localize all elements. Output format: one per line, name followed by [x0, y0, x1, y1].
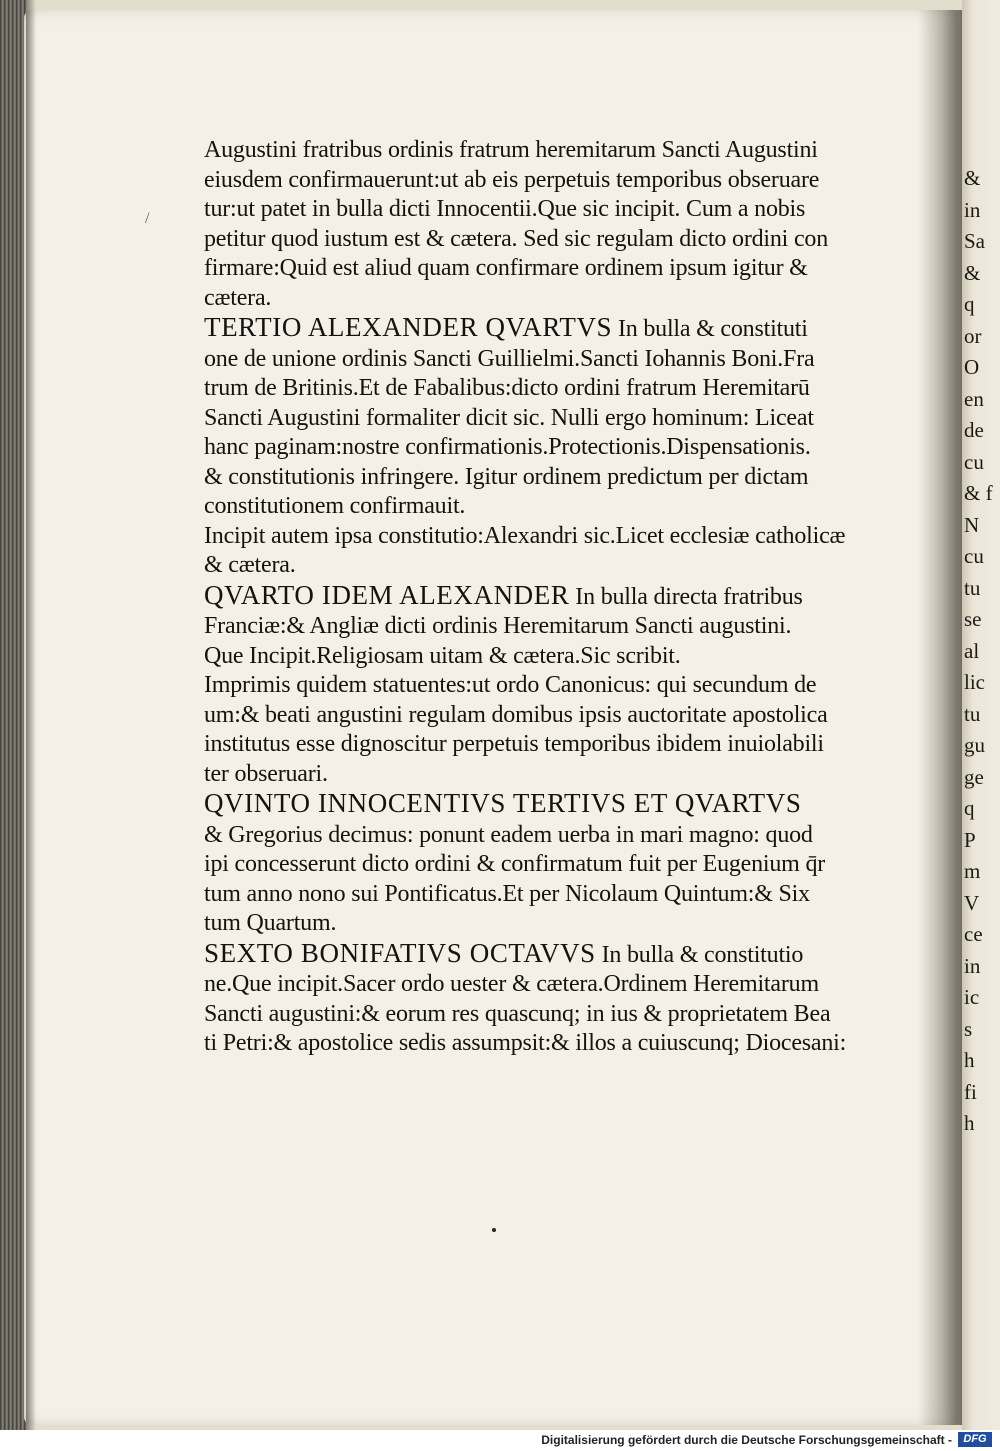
facing-page-fragment: de	[964, 418, 984, 442]
facing-page-fragment: in	[964, 953, 981, 978]
text-line: hanc paginam:nostre confirmationis.Protectionis.Dispensationis.	[204, 434, 811, 460]
text-line: ipi concesserunt dicto ordini & confirmatum fuit per Eugenium q̄r	[204, 851, 826, 877]
facing-page-fragment: en	[964, 386, 984, 411]
marginal-mark: /	[145, 210, 150, 227]
text-line: trum de Britinis.Et de Fabalibus:dicto ordini fratrum Heremitarū	[204, 375, 810, 401]
facing-page-fragment: or	[964, 323, 982, 348]
footer-bar	[0, 1430, 1000, 1451]
facing-page-fragment: Sa	[964, 229, 985, 253]
spine-gutter-shadow	[918, 10, 962, 1425]
facing-page-fragment: q	[964, 796, 975, 820]
section-heading-caps: SEXTO BONIFATIVS OCTAVVS	[204, 937, 596, 968]
text-line: tum anno nono sui Pontificatus.Et per Nicolaum Quintum:& Six	[204, 880, 810, 907]
facing-page-fragment: fi	[964, 1079, 977, 1104]
text-line: tum Quartum.	[204, 910, 337, 936]
facing-page-fragment: q	[964, 292, 975, 316]
facing-page-fragment: & f	[964, 481, 993, 505]
text-line: firmare:Quid est aliud quam confirmare ordinem ipsum igitur &	[204, 255, 808, 281]
text-line: Sancti augustini:& eorum res quascunq; in ius & proprietatem Bea	[204, 1000, 831, 1027]
facing-page-fragment: se	[964, 607, 982, 631]
text-line: ter obseruari.	[204, 760, 328, 787]
text-line: & Gregorius decimus: ponunt eadem uerba in mari magno: quod	[204, 821, 813, 848]
section-heading-rest: In bulla & constituti	[612, 316, 808, 342]
section-heading-caps: TERTIO ALEXANDER QVARTVS	[204, 312, 613, 342]
text-line: Augustini fratribus ordinis fratrum heremitarum Sancti Augustini	[204, 137, 818, 163]
text-line: ne.Que incipit.Sacer ordo uester & cætera.Ordinem Heremitarum	[204, 971, 819, 997]
page-edge-shadow	[26, 0, 36, 1430]
section-heading-line	[204, 939, 894, 971]
text-line: constitutionem confirmauit.	[204, 493, 466, 519]
facing-page-fragment: cu	[964, 544, 984, 568]
text-line: Imprimis quidem statuentes:ut ordo Canonicus: qui secundum de	[204, 672, 817, 698]
facing-page-fragment: cu	[964, 449, 984, 474]
footer-credit: Digitalisierung gefördert durch die Deutsche Forschungsgemeinschaft -	[541, 1433, 952, 1447]
dfg-logo-icon[interactable]: DFG	[958, 1432, 992, 1447]
text-line: tur:ut patet in bulla dicti Innocentii.Que sic incipit. Cum a nobis	[204, 196, 806, 222]
text-line: Sancti Augustini formaliter dicit sic. Nulli ergo hominum: Liceat	[204, 404, 814, 431]
text-line: Incipit autem ipsa constitutio:Alexandri sic.Licet ecclesiæ catholicæ	[204, 522, 846, 549]
text-line: one de unione ordinis Sancti Guillielmi.Sancti Iohannis Boni.Fra	[204, 345, 815, 372]
facing-page-fragment: &	[964, 166, 981, 190]
ink-dot	[492, 1228, 496, 1232]
section-heading-line	[204, 789, 894, 821]
text-line: ti Petri:& apostolice sedis assumpsit:& illos a cuiuscunq; Diocesani:	[204, 1030, 847, 1056]
text-line: institutus esse dignoscitur perpetuis temporibus ibidem inuiolabili	[204, 731, 824, 757]
section-heading-caps: QVARTO IDEM ALEXANDER	[204, 579, 570, 610]
text-line: cætera.	[204, 284, 272, 311]
facing-page-fragment: &	[964, 260, 981, 285]
facing-page-fragment: tu	[964, 575, 981, 600]
text-line: petitur quod iustum est & cætera. Sed sic regulam dicto ordini con	[204, 225, 829, 252]
facing-page-fragment: m	[964, 859, 981, 883]
facing-page-fragment: in	[964, 197, 981, 222]
section-heading-line	[204, 581, 894, 613]
section-heading-caps: QVINTO INNOCENTIVS TERTIVS ET QVARTVS	[204, 788, 802, 818]
facing-page-fragment: V	[964, 890, 980, 915]
facing-page-fragment: s	[964, 1016, 973, 1041]
facing-page-fragment: al	[964, 638, 980, 663]
facing-page-fragment: ic	[964, 985, 980, 1009]
facing-page-fragment: P	[964, 827, 976, 852]
facing-page-fragment: lic	[964, 670, 985, 694]
facing-page-fragment: ge	[964, 764, 984, 789]
section-heading-line	[204, 313, 894, 345]
facing-page-fragment: tu	[964, 701, 981, 726]
facing-page-fragment: h	[964, 1111, 975, 1135]
section-heading-rest: In bulla & constitutio	[595, 941, 804, 968]
facing-page-fragment: N	[964, 512, 980, 537]
text-line: Que Incipit.Religiosam uitam & cætera.Sic scribit.	[204, 642, 681, 669]
text-line: um:& beati angustini regulam domibus ipsis auctoritate apostolica	[204, 701, 828, 728]
facing-page-fragment: gu	[964, 733, 985, 757]
text-line: eiusdem confirmauerunt:ut ab eis perpetuis temporibus obseruare	[204, 166, 820, 193]
page-text-block	[204, 136, 894, 1059]
text-line: & cætera.	[204, 552, 296, 578]
facing-page-fragment: O	[964, 355, 980, 379]
text-line: Franciæ:& Angliæ dicti ordinis Heremitarum Sancti augustini.	[204, 613, 792, 639]
facing-page-fragment: ce	[964, 922, 983, 946]
section-heading-rest: In bulla directa fratribus	[569, 583, 803, 610]
book-left-edge	[0, 0, 26, 1430]
text-line: & constitutionis infringere. Igitur ordinem predictum per dictam	[204, 463, 809, 490]
facing-page-fragment: h	[964, 1048, 975, 1072]
